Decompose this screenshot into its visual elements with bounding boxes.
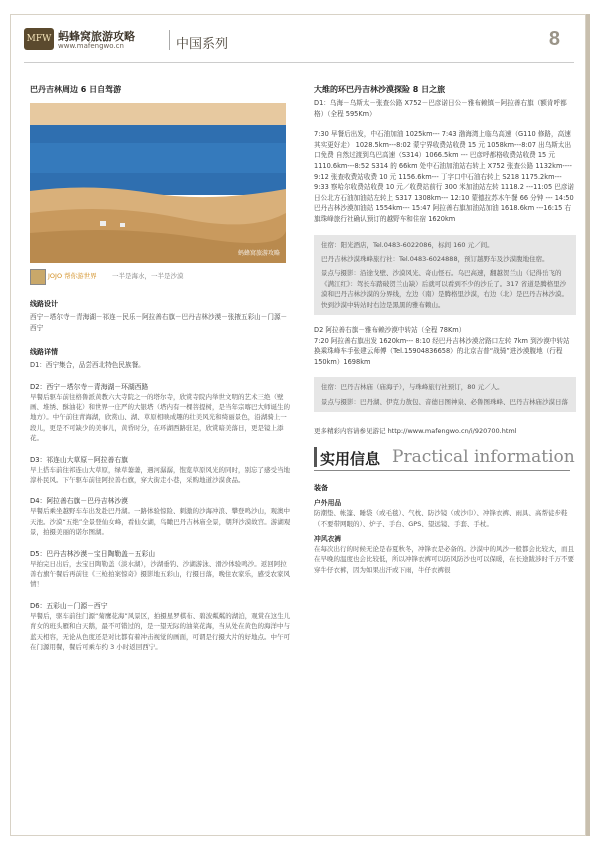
right-d2-body: 7:20 阿拉善右旗出发 1620km--- 8:10 经巴丹吉林沙漠岔路口左转 7km 到沙漠中转站换乘珠峰车手张建云师傅（Tel.15904836658）的北京吉普“战骑”进沙漠腹地（行程 150km）1698km bbox=[314, 336, 570, 366]
practical-info-header bbox=[314, 447, 576, 471]
day-5 bbox=[30, 548, 292, 590]
day-body: 早餐后，驱车前往门源“菊鹰花海”风景区，拍摄星罗棋布、碧波粼粼的湖泊，观赏在这生儿育女的班头雁和白天鹅，最不可错过的，是一望无际的油菜花海，当从处在黄色的海洋中与蓝天相容，无论从色度还是对比都有着冲击视觉的画面，可谓是行摄大片的好地点。中午可在门源用餐，餐后可乘车约 3 小时返回西宁。 bbox=[30, 611, 291, 651]
info-scenery: 景点与摄影：巴丹湖、伊克力敖包、音德日图神泉、必鲁图珠峰、巴丹吉林庙沙漠日落 bbox=[321, 397, 568, 406]
right-column bbox=[314, 84, 576, 575]
info-lodging: 住宿：阳光酒店，Tel.0483-6022086，标间 160 元／间。 bbox=[321, 240, 494, 249]
section-bar bbox=[314, 447, 317, 467]
day-3 bbox=[30, 454, 292, 486]
day-1-text: D1：西宁集合，品尝西北特色民族餐。 bbox=[30, 361, 145, 369]
brand-logo-icon: MFW bbox=[24, 28, 54, 50]
day-title: D2：西宁－塔尔寺－青海湖－环湖西路 bbox=[30, 382, 149, 391]
practical-title-en: Practical information bbox=[392, 447, 575, 468]
day-6 bbox=[30, 600, 292, 653]
day-body: 早餐后驱车前往格鲁派黄教六大寺院之一的塔尔寺，欣赏寺院内举世文明的艺术三绝（壁画、堆绣、酥油花）和世界一庄严的大银塔（塔内有一棵菩提树，是当年宗喀巴大师诞生的地方）。中午前往青海湖，欣赏山、湖、草原相映成趣的壮美风光和绮丽景色，沿湖骑上一段儿，更是不可缺少的美事儿，黄昏时分，在环湖西路驻足，欣赏暗美落日，更是镜上添花。 bbox=[30, 392, 290, 443]
day-4 bbox=[30, 495, 292, 537]
photo-caption bbox=[30, 269, 292, 285]
desert-lake-photo bbox=[30, 103, 286, 263]
route-design-text: 西宁－塔尔寺－青海湖－祁连－民乐－阿拉善右旗－巴丹吉林沙漠－张掖五彩山－门源－西宁 bbox=[30, 313, 288, 332]
outdoor-gear-title: 户外用品 bbox=[314, 499, 342, 508]
left-column bbox=[30, 84, 292, 652]
right-d1-heading: D1：乌海－乌斯太－张查公路 X752－巴彦诺日公－雅布赖镇－阿拉善右旗（额肯呼都格）（全程 595Km） bbox=[314, 99, 567, 118]
day-body: 早餐后乘坐越野车车出发赴巴丹湖。一路体验惊险、刺激的沙海冲浪、攀登鸣沙山，观澳中天池。沙漠“五绝”全景登仙女峰，看仙女湖，鸟瞰巴丹吉林庙全景，朝拜沙漠故宫。游湖观景，拍摄美丽的诺尔图湖。 bbox=[30, 507, 291, 537]
route-design-title: 线路设计 bbox=[30, 300, 58, 308]
info-box-d1 bbox=[314, 235, 576, 315]
page-header bbox=[24, 26, 574, 56]
day-2 bbox=[30, 381, 292, 444]
brand-name: 蚂蜂窝旅游攻略 bbox=[58, 30, 135, 43]
info-scenery: 景点与摄影：沿途戈壁、沙漠风光、奇山怪石。乌巴高速，翻越贺兰山（记得岳飞的《满江红》：驾长车踏破贺兰山缺）后就可以看到不少的沙丘了。317 省道是腾格里沙漠和巴丹吉林沙漠的分界线，左边（南）是腾格里沙漠，右边（北）是巴丹吉林沙漠。快到沙漠中转站时右边是黑黑的雅布赖山。 bbox=[321, 269, 568, 309]
header-divider bbox=[169, 30, 170, 50]
info-box-d2 bbox=[314, 377, 576, 412]
jacket-text: 在每次出行的时候无论是春夏秋冬，冲锋衣是必备的。沙漠中的风沙一般都会比较大，而且在早晚的温度也会比较低，所以冲锋衣裤可以防风防沙也可以保暖，在长途跋涉时千万不要穿牛仔衣裤，因为如果出汗或下雨，牛仔衣裤很 bbox=[314, 544, 574, 574]
right-d1-body: 7:30 早餐后出发，中石油加油 1025km--- 7:43 渤海湾上临乌高速（G110 修路，高速其实更好走） 1028.5km---8:02 蒙宁界收费站收费 15 元 1058km---8:07 出乌斯太出口免费 自然过渡到乌巴高速（S314）1066.5km --- 巴彦呼都格收费站收费 15 元 1110.6km---8:52 S314 的 66km 处中石油加油站右转上 X752 张查公路 1132km---- 9:12 张查收费站收费 10 元 1156.6km--- 丁字口中石油右转上 S218 1175.2km--- 9:33 察哈尔收费站收费 10 元／收费站前行 300 米加油站左转 1118.2 ---11:05 巴彦诺日公北方石油加油站左转上 S317 1308km--- 12:10 蒙德拉苏木午餐 66 分钟 --- 14:50 巴丹吉林沙漠加油站 1554km--- 15:47 阿拉善右旗加油站加油 1618.6km ---16:15 右旗珠峰旅行社确认预订的越野车和住宿 1620km bbox=[314, 130, 575, 223]
more-link-text[interactable]: 更多精彩内容请参见游记 http://www.mafengwo.cn/i/920700.html bbox=[314, 427, 517, 436]
caption-text: 一半是海水，一半是沙漠 bbox=[112, 272, 184, 280]
day-body: 早拍完日出后，去宝日陶勒盖（淡水湖），沙湖垂钓、沙湖游泳、滑沙体验鸣沙。返回阿拉善右旗午餐后再前往《三枪拍案惊奇》摄影地五彩山，行摄日落，晚住农家乐，感受农家风情！ bbox=[30, 559, 290, 589]
section-rule bbox=[314, 470, 570, 471]
user-avatar bbox=[30, 269, 46, 285]
article-title-right: 大维的环巴丹吉林沙漠探险 8 日之旅 bbox=[314, 85, 446, 94]
article-title-left: 巴丹吉林周边 6 日自驾游 bbox=[30, 85, 122, 94]
day-title: D5：巴丹吉林沙漠－宝日陶勒盖－五彩山 bbox=[30, 549, 156, 558]
info-agency: 巴丹吉林沙漠珠峰旅行社：Tel.0483-6024888，预订越野车及沙漠腹地住宿。 bbox=[321, 254, 549, 263]
day-title: D4：阿拉善右旗－巴丹吉林沙漠 bbox=[30, 497, 128, 506]
day-title: D6：五彩山－门源－西宁 bbox=[30, 601, 108, 610]
page-number: 8 bbox=[548, 28, 560, 50]
equipment-title: 装备 bbox=[314, 484, 328, 493]
outdoor-gear-text: 防潮垫、帐篷、睡袋（或毛毯）、气枕、防沙镜（或沙巾）、冲锋衣裤、雨具、高帮徒步鞋（不要带网眼的）、炉子、手台、GPS、望远镜、手套、手杖。 bbox=[314, 509, 568, 528]
info-lodging: 住宿：巴丹吉林庙（庙海子），与珠峰旅行社预订，80 元／人。 bbox=[321, 383, 504, 392]
caption-user[interactable]: JOJO 帮你游世界 bbox=[48, 272, 97, 280]
day-title: D3：祁连山大草原－阿拉善右旗 bbox=[30, 455, 128, 464]
practical-title-zh: 实用信息 bbox=[320, 450, 381, 469]
header-rule bbox=[24, 62, 574, 63]
photo-watermark: 蚂蜂窝旅游攻略 bbox=[237, 250, 280, 257]
series-title: 中国系列 bbox=[176, 37, 229, 52]
brand-url: www.mafengwo.cn bbox=[58, 42, 124, 50]
right-d2-heading: D2 阿拉善右旗－雅布赖沙漠中转站（全程 78Km） bbox=[314, 325, 466, 334]
jacket-title: 冲风衣裤 bbox=[314, 534, 342, 543]
route-detail-title: 线路详情 bbox=[30, 348, 58, 356]
day-body: 早上搭车前往祁连山大草原，绿草萋萋，遇河潺潺，饱览草原风光的同时，别忘了感受当地淳朴民风。下午驱车前往阿拉善右旗，穿大街走小巷，采购地道沙漠食品。 bbox=[30, 465, 290, 484]
page-gutter bbox=[586, 14, 590, 836]
